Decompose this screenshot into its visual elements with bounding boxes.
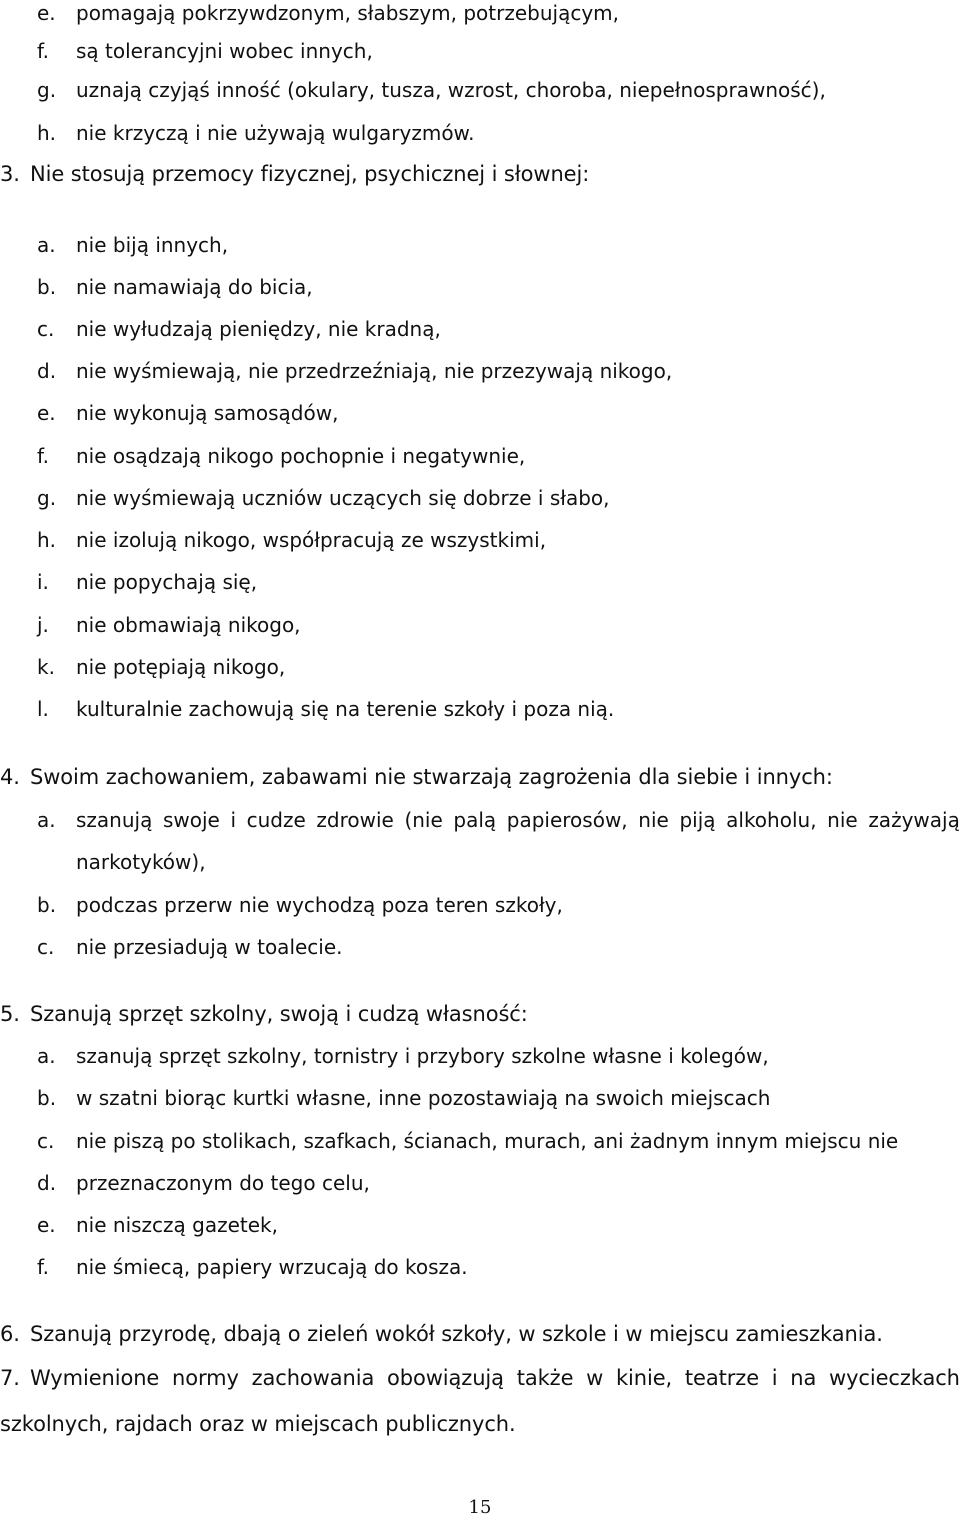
word: piją [679, 808, 716, 832]
list-marker: e. [37, 1213, 56, 1237]
list-item-text: kulturalnie zachowują się na terenie szkoły i poza nią. [76, 697, 615, 721]
word: normy [172, 1366, 239, 1390]
list-marker: c. [37, 317, 55, 341]
word: szanują [76, 808, 153, 832]
section-heading-text: Nie stosują przemocy fizycznej, psychicznej i słownej: [30, 162, 590, 186]
list-item-text: nie obmawiają nikogo, [76, 613, 301, 637]
list-marker: j. [37, 613, 49, 637]
section-number: 5. [0, 1002, 20, 1026]
list-marker: e. [37, 1, 56, 25]
list-marker: d. [37, 359, 57, 383]
list-item-text: szanują sprzęt szkolny, tornistry i przybory szkolne własne i kolegów, [76, 1044, 769, 1068]
list-marker: b. [37, 1086, 57, 1110]
word: swoje [162, 808, 220, 832]
word: wycieczkach [829, 1366, 960, 1390]
section-number: 3. [0, 162, 20, 186]
list-marker: h. [37, 121, 57, 145]
list-marker: f. [37, 39, 49, 63]
section-heading-continuation: szkolnych, rajdach oraz w miejscach publicznych. [0, 1412, 516, 1436]
word: nie [638, 808, 669, 832]
list-item-text: uznają czyjąś inność (okulary, tusza, wzrost, choroba, niepełnosprawność), [76, 78, 826, 102]
word: cudze [246, 808, 306, 832]
word: Wymienione [30, 1366, 160, 1390]
section-number: 7. [0, 1366, 20, 1390]
list-marker: g. [37, 486, 57, 510]
list-item-text: nie popychają się, [76, 570, 258, 594]
section-heading-text: Szanują sprzęt szkolny, swoją i cudzą własność: [30, 1002, 528, 1026]
word: zażywają [868, 808, 960, 832]
list-item-text: pomagają pokrzywdzonym, słabszym, potrzebującym, [76, 1, 620, 25]
word: obowiązują [386, 1366, 504, 1390]
list-marker: f. [37, 1255, 49, 1279]
list-item-text: nie krzyczą i nie używają wulgaryzmów. [76, 121, 475, 145]
list-item-text: są tolerancyjni wobec innych, [76, 39, 373, 63]
list-item-text: nie wyśmiewają, nie przedrzeźniają, nie przezywają nikogo, [76, 359, 673, 383]
word: i [230, 808, 236, 832]
list-marker: g. [37, 78, 57, 102]
word: teatrze [684, 1366, 760, 1390]
list-item-text: nie niszczą gazetek, [76, 1213, 278, 1237]
justified-line [30, 1365, 960, 1391]
word: alkoholu, [726, 808, 817, 832]
word: na [790, 1366, 817, 1390]
list-item-text: nie przesiadują w toalecie. [76, 935, 343, 959]
list-item-text: nie piszą po stolikach, szafkach, ścianach, murach, ani żadnym innym miejscu nie [76, 1129, 899, 1153]
list-marker: c. [37, 935, 55, 959]
list-item-text: nie izolują nikogo, współpracują ze wszystkimi, [76, 528, 547, 552]
list-marker: c. [37, 1129, 55, 1153]
word: papierosów, [506, 808, 628, 832]
list-marker: e. [37, 401, 56, 425]
list-marker: b. [37, 275, 57, 299]
section-number: 4. [0, 765, 20, 789]
page-number: 15 [468, 1497, 492, 1518]
list-marker: a. [37, 808, 56, 832]
section-heading-text: Szanują przyrodę, dbają o zieleń wokół szkoły, w szkole i w miejscu zamieszkania. [30, 1322, 883, 1346]
list-item-text: nie wykonują samosądów, [76, 401, 339, 425]
list-marker: f. [37, 444, 49, 468]
list-item-text: nie namawiają do bicia, [76, 275, 313, 299]
word: (nie [404, 808, 443, 832]
list-marker: i. [37, 570, 49, 594]
list-marker: b. [37, 893, 57, 917]
list-item-continuation: narkotyków), [76, 850, 206, 874]
word: w [586, 1366, 604, 1390]
word: nie [827, 808, 858, 832]
word: zachowania [251, 1366, 375, 1390]
section-heading-text: Swoim zachowaniem, zabawami nie stwarzają zagrożenia dla siebie i innych: [30, 765, 833, 789]
list-marker: a. [37, 233, 56, 257]
list-item-text: w szatni biorąc kurtki własne, inne pozostawiają na swoich miejscach [76, 1086, 771, 1110]
list-item-text: nie osądzają nikogo pochopnie i negatywnie, [76, 444, 526, 468]
word: palą [453, 808, 497, 832]
word: i [771, 1366, 778, 1390]
word: także [516, 1366, 574, 1390]
list-item-text: podczas przerw nie wychodzą poza teren szkoły, [76, 893, 563, 917]
list-item-text: przeznaczonym do tego celu, [76, 1171, 370, 1195]
list-marker: a. [37, 1044, 56, 1068]
word: zdrowie [316, 808, 394, 832]
list-marker: d. [37, 1171, 57, 1195]
list-marker: k. [37, 655, 55, 679]
list-item-text: nie biją innych, [76, 233, 229, 257]
list-item-text: nie potępiają nikogo, [76, 655, 286, 679]
justified-line [76, 807, 960, 833]
list-item-text: nie śmiecą, papiery wrzucają do kosza. [76, 1255, 468, 1279]
word: kinie, [615, 1366, 673, 1390]
section-number: 6. [0, 1322, 20, 1346]
list-item-text: nie wyśmiewają uczniów uczących się dobrze i słabo, [76, 486, 610, 510]
list-marker: h. [37, 528, 57, 552]
list-item-text: nie wyłudzają pieniędzy, nie kradną, [76, 317, 441, 341]
list-marker: l. [37, 697, 49, 721]
